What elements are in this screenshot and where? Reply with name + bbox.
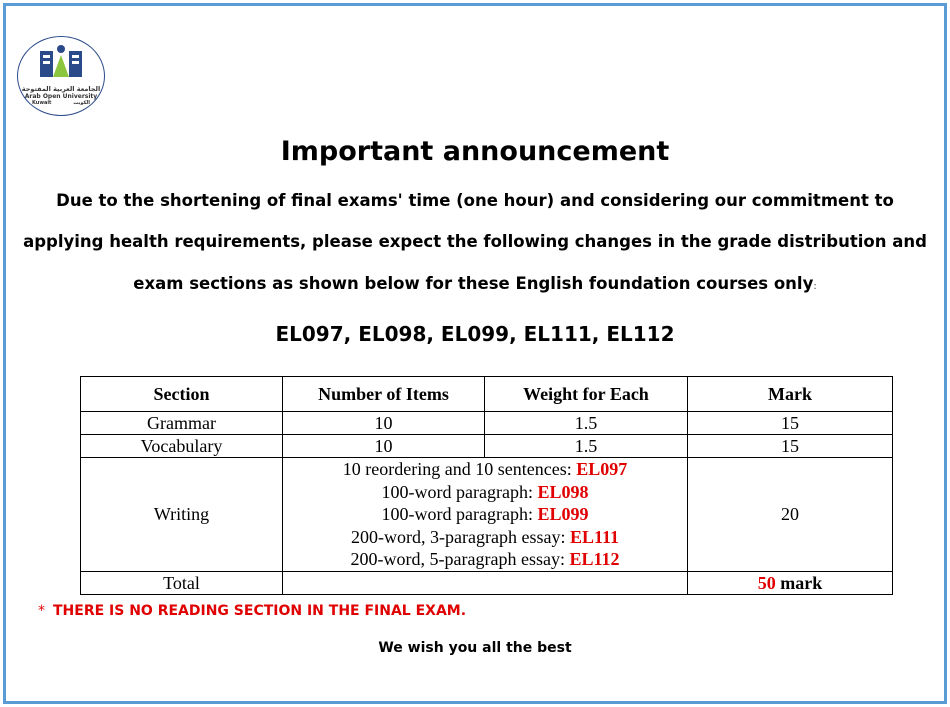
- cell-mark: 15: [688, 435, 893, 458]
- table-row: [81, 412, 893, 435]
- writing-line: [283, 458, 687, 481]
- table-header-row: [81, 377, 893, 412]
- cell-section: Grammar: [81, 412, 283, 435]
- intro-line-3: [20, 274, 930, 293]
- cell-mark: 20: [688, 458, 893, 572]
- cell-total-label: Total: [81, 571, 283, 594]
- course-code: EL111: [569, 526, 619, 547]
- asterisk-icon: *: [38, 603, 45, 619]
- total-value: 50: [757, 572, 776, 593]
- announcement-frame: [3, 3, 947, 704]
- writing-line-text: 100-word paragraph:: [381, 504, 533, 524]
- writing-line: [283, 548, 687, 571]
- logo-arabic-name: الجامعة العربية المفتوحة: [21, 85, 101, 93]
- cell-weight: 1.5: [485, 412, 688, 435]
- table-row-writing: [81, 458, 893, 572]
- writing-line-text: 10 reordering and 10 sentences:: [342, 459, 572, 479]
- logo-emblem-icon: [18, 37, 104, 115]
- course-code: EL098: [537, 481, 589, 502]
- writing-line-text: 200-word, 5-paragraph essay:: [350, 549, 565, 569]
- grade-distribution-table: [80, 376, 893, 595]
- writing-line: [283, 481, 687, 504]
- header-weight-for-each: Weight for Each: [485, 377, 688, 412]
- writing-line-text: 200-word, 3-paragraph essay:: [351, 526, 566, 547]
- logo-branch-ar: الكويت: [73, 100, 90, 106]
- cell-empty: [283, 571, 688, 594]
- university-logo: [17, 36, 105, 116]
- writing-details: [283, 458, 688, 572]
- intro-line-2: applying health requirements, please expect the following changes in the grade distribution and: [23, 232, 927, 251]
- course-code: EL097: [576, 459, 628, 479]
- cell-weight: 1.5: [485, 435, 688, 458]
- writing-line-text: 100-word paragraph:: [381, 481, 533, 502]
- writing-line: [283, 526, 687, 549]
- cell-items: 10: [283, 412, 485, 435]
- intro-line-3-colon: :: [813, 281, 817, 292]
- cell-section: Writing: [81, 458, 283, 572]
- table-row: [81, 435, 893, 458]
- header-number-of-items: Number of Items: [283, 377, 485, 412]
- table-row-total: [81, 571, 893, 594]
- logo-english-name: Arab Open University: [24, 93, 98, 100]
- course-list: EL097, EL098, EL099, EL111, EL112: [275, 322, 675, 346]
- cell-total-mark: [688, 571, 893, 594]
- writing-line: [283, 503, 687, 526]
- notice-text: THERE IS NO READING SECTION IN THE FINAL EXAM.: [53, 603, 467, 619]
- cell-items: 10: [283, 435, 485, 458]
- no-reading-notice: [38, 603, 466, 619]
- cell-mark: 15: [688, 412, 893, 435]
- closing-message: We wish you all the best: [378, 640, 572, 656]
- logo-branch-en: Kuwait: [32, 100, 52, 106]
- page-title: Important announcement: [280, 136, 670, 167]
- header-mark: Mark: [688, 377, 893, 412]
- cell-section: Vocabulary: [81, 435, 283, 458]
- course-code: EL112: [569, 549, 620, 569]
- intro-line-1: Due to the shortening of final exams' time (one hour) and considering our commitment to: [56, 191, 894, 210]
- intro-line-3-text: exam sections as shown below for these English foundation courses only: [133, 274, 814, 293]
- course-code: EL099: [537, 504, 589, 524]
- header-section: Section: [81, 377, 283, 412]
- total-unit: mark: [780, 572, 823, 593]
